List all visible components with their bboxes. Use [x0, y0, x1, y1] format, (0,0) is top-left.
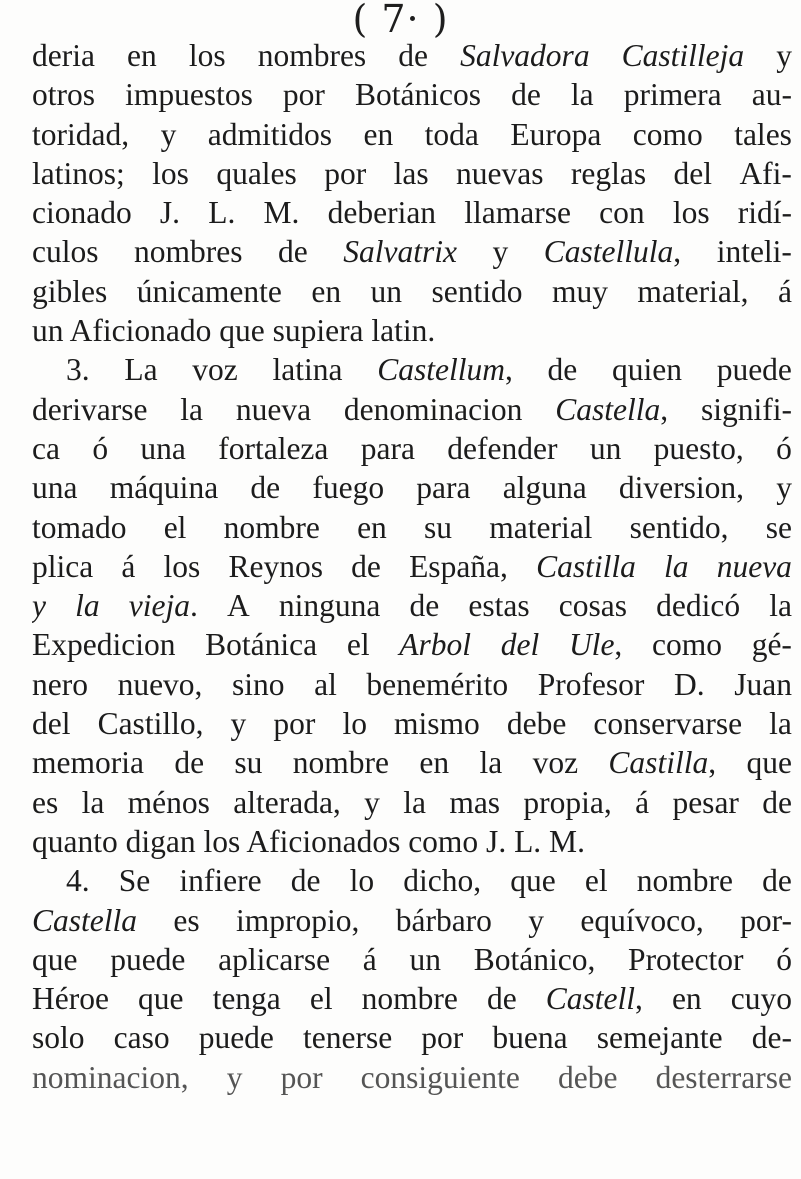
page-number: ( 7· ): [352, 0, 449, 41]
text-line: plica á los Reynos de España, Castilla la nueva: [32, 548, 792, 584]
text-line: memoria de su nombre en la voz Castilla, que: [32, 745, 792, 781]
text-line: deria en los nombres de Salvadora Castilleja y: [32, 38, 792, 73]
text-line: Castella es impropio, bárbaro y equívoco, por-: [32, 902, 792, 938]
paragraph-4-start: 4. Se infiere de lo dicho, que el nombre de: [66, 863, 792, 899]
text-line: culos nombres de Salvatrix y Castellula, inteli-: [32, 234, 792, 270]
text-line: derivarse la nueva denominacion Castella, signifi-: [32, 391, 792, 427]
text-line: nero nuevo, sino al benemérito Profesor D. Juan: [32, 666, 792, 702]
text-line: un Aficionado que supiera latin.: [32, 313, 436, 349]
text-line: ca ó una fortaleza para defender un puesto, ó: [32, 430, 792, 466]
text-line: Expedicion Botánica el Arbol del Ule, como gé-: [32, 627, 792, 663]
text-line: es la ménos alterada, y la mas propia, á pesar de: [32, 784, 792, 820]
text-line: latinos; los quales por las nuevas reglas del Afi-: [32, 155, 792, 191]
text-line: cionado J. L. M. deberian llamarse con los ridí-: [32, 195, 792, 231]
text-line: tomado el nombre en su material sentido, se: [32, 509, 792, 545]
paragraph-3-start: 3. La voz latina Castellum, de quien puede: [66, 352, 792, 388]
text-line: quanto digan los Aficionados como J. L. M.: [32, 823, 585, 859]
text-line: del Castillo, y por lo mismo debe conservarse la: [32, 706, 792, 742]
text-line: una máquina de fuego para alguna diversion, y: [32, 470, 792, 506]
text-line: toridad, y admitidos en toda Europa como tales: [32, 116, 792, 152]
text-line: que puede aplicarse á un Botánico, Protector ó: [32, 941, 792, 977]
text-line: otros impuestos por Botánicos de la primera au-: [32, 77, 792, 113]
text-line: Héroe que tenga el nombre de Castell, en cuyo: [32, 981, 792, 1017]
text-line: y la vieja. A ninguna de estas cosas dedicó la: [32, 588, 792, 624]
text-line: solo caso puede tenerse por buena semejante de-: [32, 1020, 792, 1056]
text-line: gibles únicamente en un sentido muy material, á: [32, 273, 792, 309]
text-line: nominacion, y por consiguiente debe desterrarse: [32, 1059, 792, 1095]
body-text: [32, 36, 792, 1097]
